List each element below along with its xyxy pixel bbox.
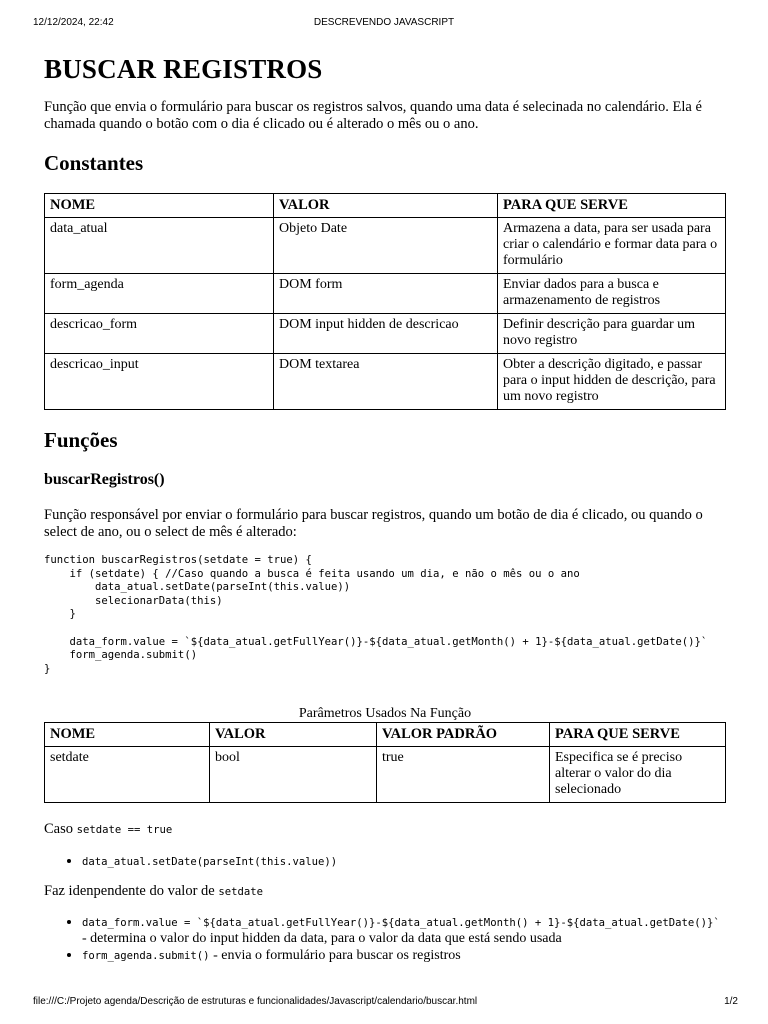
table-cell: true — [377, 747, 550, 803]
list-item-code: form_agenda.submit() — [82, 950, 210, 963]
table-cell: Objeto Date — [274, 218, 498, 274]
case-code: setdate == true — [76, 824, 173, 837]
always-code: setdate — [218, 886, 263, 899]
list-item-text: - determina o valor do input hidden da data, para o valor da data que está sendo usada — [82, 931, 562, 947]
page-title: BUSCAR REGISTROS — [44, 54, 323, 84]
constants-table — [44, 193, 726, 410]
list-item-code: data_atual.setDate(parseInt(this.value)) — [82, 856, 338, 869]
document-body — [44, 52, 726, 964]
table-header-row — [45, 194, 726, 218]
table-cell: Definir descrição para guardar um novo registro — [498, 314, 726, 354]
case-text: Caso — [44, 821, 73, 838]
section-heading-constantes: Constantes — [44, 151, 144, 175]
table-cell: Especifica se é preciso alterar o valor do dia selecionado — [550, 747, 726, 803]
list-item — [82, 947, 726, 964]
table-cell: Armazena a data, para ser usada para criar o calendário e formar data para o formulário — [498, 218, 726, 274]
print-file-path: file:///C:/Projeto agenda/Descrição de estruturas e funcionalidades/Javascript/calendario/buscar.html — [33, 996, 478, 1007]
params-table-caption: Parâmetros Usados Na Função — [298, 706, 472, 722]
column-header-nome: NOME — [45, 194, 274, 218]
intro-paragraph: Função que envia o formulário para buscar os registros salvos, quando uma data é selecinada no calendário. Ela é chamada quando o botão com o dia é clicado ou é alterado o mês ou o ano. — [44, 99, 702, 132]
table-cell: descricao_input — [45, 354, 274, 410]
table-row — [45, 354, 726, 410]
table-row — [45, 274, 726, 314]
table-cell: DOM form — [274, 274, 498, 314]
table-row — [45, 747, 726, 803]
list-item — [82, 853, 726, 870]
section-heading-funcoes: Funções — [44, 428, 118, 452]
table-row — [45, 218, 726, 274]
column-header-valor-padrao: VALOR PADRÃO — [377, 723, 550, 747]
table-cell: bool — [210, 747, 377, 803]
function-description: Função responsável por enviar o formulário para buscar registros, quando um botão de dia é clicado, ou quando o select de ano, ou o select de mês é alterado: — [44, 507, 703, 540]
params-table — [44, 722, 726, 803]
column-header-valor: VALOR — [210, 723, 377, 747]
print-doc-title: DESCREVENDO JAVASCRIPT — [313, 17, 455, 28]
table-cell: descricao_form — [45, 314, 274, 354]
print-footer — [0, 996, 768, 1010]
column-header-para-que-serve: PARA QUE SERVE — [550, 723, 726, 747]
table-header-row — [45, 723, 726, 747]
function-heading: buscarRegistros() — [44, 471, 165, 488]
table-cell: Obter a descrição digitado, e passar para o input hidden de descrição, para um novo registro — [498, 354, 726, 410]
table-cell: DOM input hidden de descricao — [274, 314, 498, 354]
code-block: function buscarRegistros(setdate = true) { if (setdate) { //Caso quando a busca é feita usando um dia, e não o mês ou o ano data_atual.setDate(parseInt(this.value)) selecionarData(this) } data_form.value = `${data_atual.getFullYear()}-${data_atual.getMonth() + 1}-${data_atual.getDate()}` form_agenda.submit() } — [44, 554, 708, 675]
column-header-nome: NOME — [45, 723, 210, 747]
table-cell: Enviar dados para a busca e armazenamento de registros — [498, 274, 726, 314]
column-header-para-que-serve: PARA QUE SERVE — [498, 194, 726, 218]
column-header-valor: VALOR — [274, 194, 498, 218]
always-paragraph — [44, 883, 726, 901]
list-item-text: - envia o formulário para buscar os registros — [209, 948, 461, 964]
table-cell: form_agenda — [45, 274, 274, 314]
print-datetime: 12/12/2024, 22:42 — [33, 17, 114, 28]
table-cell: DOM textarea — [274, 354, 498, 410]
always-list — [44, 914, 726, 964]
print-header — [0, 17, 768, 31]
table-cell: setdate — [45, 747, 210, 803]
table-row — [45, 314, 726, 354]
case-paragraph — [44, 821, 726, 839]
print-page-number: 1/2 — [724, 996, 738, 1007]
table-cell: data_atual — [45, 218, 274, 274]
list-item — [82, 914, 726, 947]
always-text: Faz idenpendente do valor de — [44, 883, 215, 900]
list-item-code: data_form.value = `${data_atual.getFullYear()}-${data_atual.getMonth() + 1}-${data_atual.getDate()}` — [82, 917, 720, 930]
case-list — [44, 853, 726, 870]
